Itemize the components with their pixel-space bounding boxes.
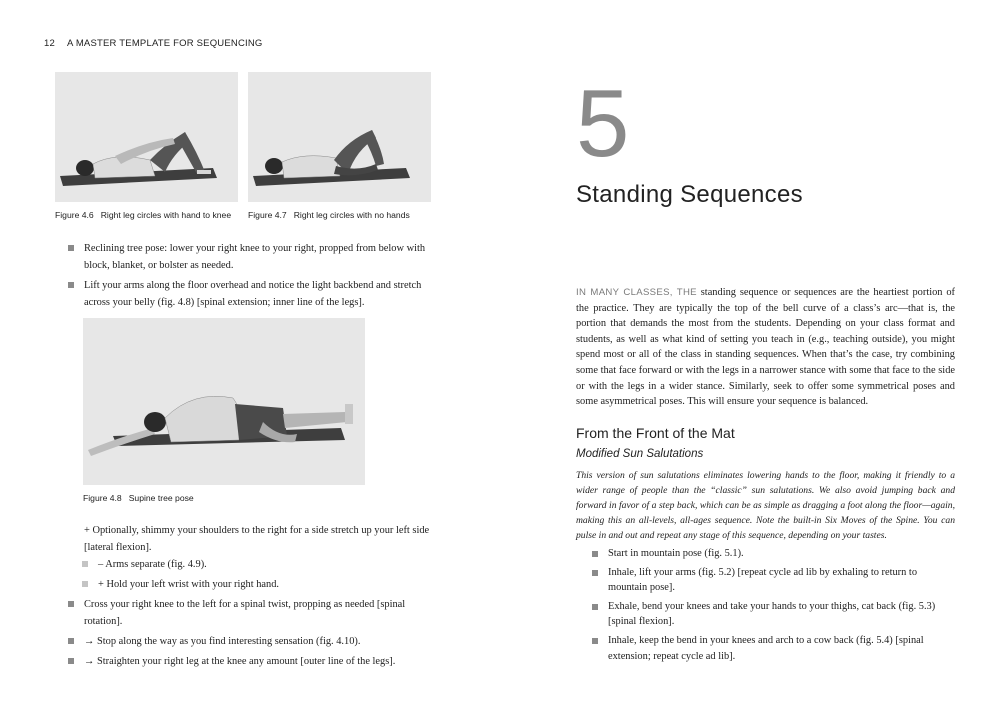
intro-body: standing sequence or sequences are the heartiest portion of the practice. They are typically the top of the bell curve of a class’s arc—that is, the portion that demands the most from the students. Depending on your class format and students, as well as what kind of setting you teach in (e.g., teaching outside), you might spend most or all of the class in standing sequences. When that’s the case, try combining some that face forward or with the legs in a narrower stance with some that face to the side or with the legs in a wider stance. Similarly, seek to offer some symmetrical poses and some asymmetrical poses. This will ensure your sequence is balanced. [576,287,956,408]
list-item [592,546,957,562]
list-item-text: Reclining tree pose: lower your right knee to your right, propped from below with block, blanket, or bolster as needed. [84,243,426,271]
bullet-square-icon [68,638,74,644]
figure-label: Figure 4.7 [248,210,287,220]
running-header [44,38,263,49]
bullet-square-icon [592,551,598,557]
figure-4-7-caption [248,210,410,220]
bullet-square-icon [68,601,74,607]
list-item-text: Inhale, lift your arms (fig. 5.2) [repeat cycle ad lib by exhaling to return to mountain pose]. [608,566,918,594]
figure-caption-text: Right leg circles with no hands [293,210,410,220]
figure-caption-text: Right leg circles with hand to knee [100,210,232,220]
figure-4-8-photo [83,318,365,485]
running-head-title: A MASTER TEMPLATE FOR SEQUENCING [66,38,263,49]
bullet-square-icon [592,604,598,610]
chapter-title: Standing Sequences [576,181,803,208]
figure-4-6-caption [55,210,231,220]
list-item [68,633,434,650]
list-item [592,565,957,596]
bullet-square-icon [68,245,74,251]
list-item [68,596,434,630]
list-item [592,599,957,630]
figure-caption-text: Supine tree pose [128,493,194,503]
bullet-square-icon [68,282,74,288]
figure-label: Figure 4.6 [55,210,94,220]
bullet-square-icon [82,561,88,567]
subsection-heading: Modified Sun Salutations [576,448,704,460]
sub-bullet-list [68,556,434,596]
intro-lead-in: IN MANY CLASSES, THE [576,287,697,298]
section-heading: From the Front of the Mat [576,425,735,441]
figure-4-7-photo [248,72,431,202]
intro-paragraph [576,285,955,410]
bullet-square-icon [82,581,88,587]
figure-label: Figure 4.8 [83,493,122,503]
list-item-text: Start in mountain pose (fig. 5.1). [608,548,744,559]
bullet-list-top [68,240,434,314]
list-item-text: → Stop along the way as you find interesting sensation (fig. 4.10). [84,636,361,647]
sequence-note: This version of sun salutations eliminates lowering hands to the floor, making it friendly to a wider range of people than the “classic” sun salutations. We also avoid jumping back and forward in favor of a step back, which can be as simple as dragging a foot along the floor—again, making this an all-levels, all-ages sequence. Note the built-in Six Moves of the Spine. You can pulse in and out and repeat any stage of this sequence, depending on your tastes. [576,470,955,541]
bullet-square-icon [592,570,598,576]
list-item [592,633,957,664]
list-item [68,277,434,311]
optional-instruction: + Optionally, shimmy your shoulders to the right for a side stretch up your left side [lateral flexion]. [84,525,430,553]
page-number: 12 [44,38,55,49]
list-item-text: Lift your arms along the floor overhead and notice the light backbend and stretch across your belly (fig. 4.8) [spinal extension; inner line of the legs]. [84,280,422,308]
list-item [68,556,434,573]
figure-4-8-caption [83,493,194,503]
list-item-text: Inhale, keep the bend in your knees and arch to a cow back (fig. 5.4) [spinal extension; repeat cycle ad lib]. [608,634,924,662]
list-item-text: Cross your right knee to the left for a spinal twist, propping as needed [spinal rotation]. [84,599,406,627]
bullet-list-bottom [68,596,434,673]
bullet-square-icon [592,638,598,644]
list-item-text: – Arms separate (fig. 4.9). [98,559,207,570]
figure-4-6-photo [55,72,238,202]
list-item [68,576,434,593]
bullet-square-icon [68,658,74,664]
chapter-number: 5 [576,70,630,177]
list-item-text: → Straighten your right leg at the knee any amount [outer line of the legs]. [84,656,396,667]
list-item [68,240,434,274]
list-item [68,653,434,670]
list-item-text: Exhale, bend your knees and take your hands to your thighs, cat back (fig. 5.3) [spinal flexion]. [608,600,936,628]
sequence-steps-list [592,546,957,667]
list-item-text: + Hold your left wrist with your right hand. [98,579,280,590]
